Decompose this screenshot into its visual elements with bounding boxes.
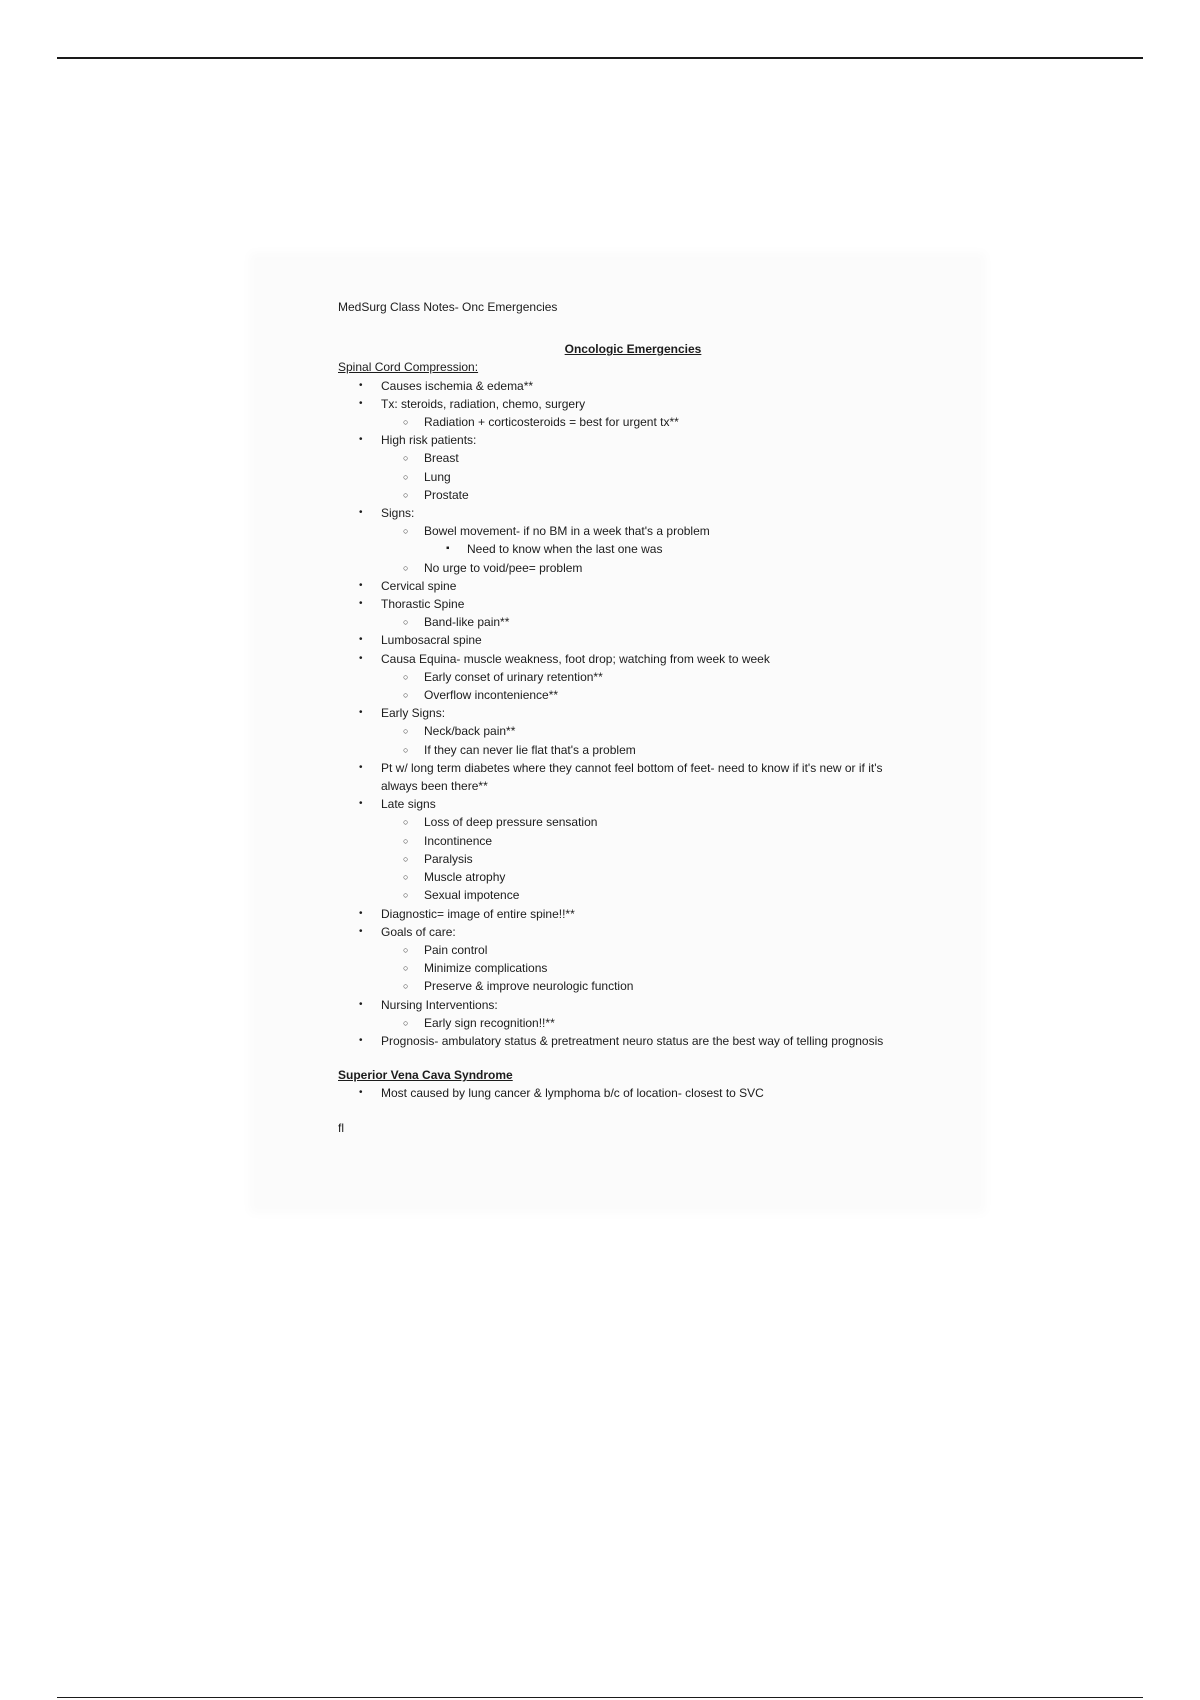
list-item-text: Sexual impotence (424, 888, 520, 903)
document-title: Oncologic Emergencies (564, 342, 702, 357)
list-item (338, 959, 938, 977)
list-item (338, 977, 938, 995)
bullet-icon: • (359, 507, 363, 519)
list-item (338, 905, 938, 923)
bullet-icon: ○ (403, 617, 409, 628)
list-item (338, 686, 938, 704)
list-item-text: Prostate (424, 487, 469, 502)
list-item (338, 504, 938, 522)
list-item (338, 595, 938, 613)
bullet-icon: ○ (403, 981, 409, 992)
list-item-text: Lung (424, 469, 451, 484)
list-item-text: Diagnostic= image of entire spine!!** (381, 906, 575, 921)
list-item-text: Thorastic Spine (381, 597, 465, 612)
list-item (338, 431, 938, 449)
list-item (338, 1084, 938, 1102)
section-title-spinal-cord-compression: Spinal Cord Compression: (338, 360, 479, 375)
list-item (338, 704, 938, 722)
bullet-icon: ○ (403, 744, 409, 755)
list-item-text: Early conset of urinary retention** (424, 669, 603, 684)
bullet-icon: • (359, 434, 363, 446)
list-item-text: Most caused by lung cancer & lymphoma b/c of location- closest to SVC (381, 1086, 764, 1101)
list-item-text: Tx: steroids, radiation, chemo, surgery (381, 396, 586, 411)
list-item-text: Early Signs: (381, 706, 446, 721)
section-list-superior-vena-cava-syndrome (338, 1084, 938, 1102)
bullet-icon: ○ (403, 526, 409, 537)
bullet-icon: • (359, 907, 363, 919)
list-item-text: Neck/back pain** (424, 724, 516, 739)
list-item-text: Preserve & improve neurologic function (424, 979, 634, 994)
list-item-text: Breast (424, 451, 459, 466)
list-item (338, 377, 938, 395)
bullet-icon: • (359, 379, 363, 391)
bullet-icon: • (359, 707, 363, 719)
bullet-icon: ○ (403, 944, 409, 955)
list-item (338, 468, 938, 486)
list-item-text: Muscle atrophy (424, 870, 506, 885)
bullet-icon: • (359, 652, 363, 664)
list-item-text: Need to know when the last one was (467, 542, 663, 557)
list-item-text: High risk patients: (381, 433, 477, 448)
bullet-icon: ○ (403, 562, 409, 573)
list-item-text: Pt w/ long term diabetes where they cannot feel bottom of feet- need to know if it's new or if it's always been there** (381, 760, 883, 794)
list-item (338, 613, 938, 631)
list-item (338, 1014, 938, 1032)
list-item (338, 449, 938, 467)
list-item-text: Band-like pain** (424, 615, 510, 630)
bullet-icon: • (359, 598, 363, 610)
list-item (338, 577, 938, 595)
bullet-icon: • (359, 761, 363, 773)
bullet-icon: ○ (403, 963, 409, 974)
list-item (338, 795, 938, 813)
bullet-icon: ▪ (446, 543, 450, 555)
list-item (338, 1032, 938, 1050)
bullet-icon: ○ (403, 835, 409, 846)
document-header: MedSurg Class Notes- Onc Emergencies (338, 300, 558, 314)
list-item (338, 832, 938, 850)
list-item-text: Causes ischemia & edema** (381, 378, 534, 393)
list-item-text: Cervical spine (381, 578, 457, 593)
bullet-icon: ○ (403, 690, 409, 701)
bullet-icon: ○ (403, 671, 409, 682)
list-item-text: Paralysis (424, 851, 473, 866)
list-item-text: Pain control (424, 942, 488, 957)
list-item-text: Signs: (381, 506, 415, 521)
list-item (338, 850, 938, 868)
section-title-superior-vena-cava-syndrome: Superior Vena Cava Syndrome (338, 1068, 513, 1083)
list-item-text: Bowel movement- if no BM in a week that's a problem (424, 524, 710, 539)
document-content (338, 298, 938, 1149)
list-item (338, 923, 938, 941)
list-item-text: Lumbosacral spine (381, 633, 482, 648)
list-item (338, 559, 938, 577)
list-item (338, 486, 938, 504)
list-item (338, 722, 938, 740)
bullet-icon: ○ (403, 890, 409, 901)
bullet-icon: ○ (403, 872, 409, 883)
bullet-icon: • (359, 798, 363, 810)
list-item (338, 868, 938, 886)
bullet-icon: ○ (403, 726, 409, 737)
bullet-icon: • (359, 397, 363, 409)
list-item (338, 741, 938, 759)
list-item (338, 413, 938, 431)
list-item-text: Nursing Interventions: (381, 997, 498, 1012)
bullet-icon: ○ (403, 1017, 409, 1028)
list-item (338, 631, 938, 649)
list-item (338, 668, 938, 686)
bullet-icon: ○ (403, 453, 409, 464)
list-item (338, 886, 938, 904)
bullet-icon: ○ (403, 853, 409, 864)
section-list-spinal-cord-compression (338, 377, 938, 1051)
list-item-text: No urge to void/pee= problem (424, 560, 583, 575)
list-item (338, 522, 938, 540)
list-item-text: Goals of care: (381, 924, 456, 939)
list-item-text: Prognosis- ambulatory status & pretreatment neuro status are the best way of telling prognosis (381, 1033, 884, 1048)
list-item-text: Minimize complications (424, 961, 548, 976)
list-item-text: Radiation + corticosteroids = best for urgent tx** (424, 415, 679, 430)
list-item (338, 941, 938, 959)
list-item (338, 759, 938, 795)
bullet-icon: • (359, 579, 363, 591)
trailing-text: fl (338, 1120, 344, 1135)
list-item-text: Early sign recognition!!** (424, 1015, 555, 1030)
list-item (338, 540, 938, 558)
list-item-text: Overflow incontenience** (424, 688, 559, 703)
bullet-icon: • (359, 998, 363, 1010)
list-item (338, 813, 938, 831)
list-item-text: Incontinence (424, 833, 493, 848)
bullet-icon: • (359, 1034, 363, 1046)
bullet-icon: ○ (403, 817, 409, 828)
list-item-text: Late signs (381, 797, 436, 812)
top-rule (57, 57, 1143, 59)
list-item (338, 650, 938, 668)
bullet-icon: • (359, 1087, 363, 1099)
bullet-icon: • (359, 925, 363, 937)
bullet-icon: ○ (403, 471, 409, 482)
list-item (338, 996, 938, 1014)
list-item-text: If they can never lie flat that's a problem (424, 742, 636, 757)
list-item-text: Causa Equina- muscle weakness, foot drop; watching from week to week (381, 651, 770, 666)
list-item-text: Loss of deep pressure sensation (424, 815, 598, 830)
bullet-icon: ○ (403, 489, 409, 500)
list-item (338, 395, 938, 413)
bullet-icon: • (359, 634, 363, 646)
bottom-rule (57, 1697, 1143, 1698)
bullet-icon: ○ (403, 417, 409, 428)
